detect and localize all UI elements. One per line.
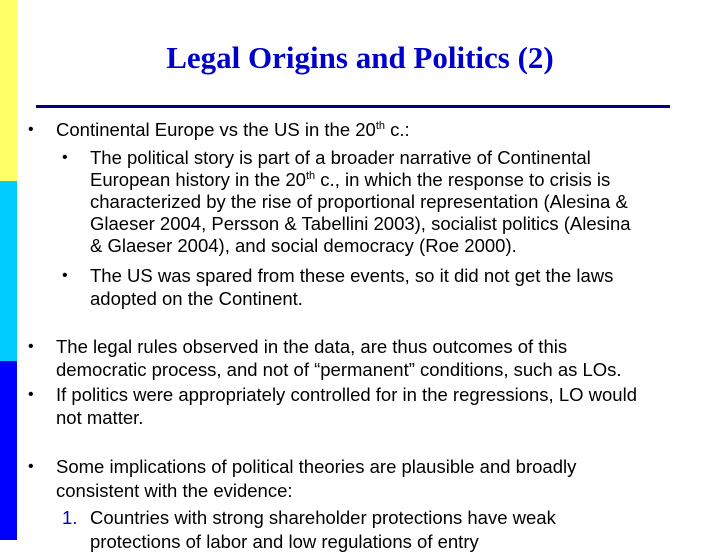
- sub-bullet-political-story-line-2: European history in the 20th c., in which the response to crisis is: [90, 169, 611, 190]
- bullet-marker: •: [28, 338, 34, 355]
- bullet-continental: Continental Europe vs the US in the 20th c.:: [56, 119, 410, 140]
- sub-bullet-marker: •: [62, 267, 68, 284]
- bullet-politics-control-line-1: If politics were appropriately controlled for in the regressions, LO would: [56, 384, 637, 405]
- sub-bullet-political-story-line-1: The political story is part of a broader narrative of Continental: [90, 147, 591, 168]
- bullet-implications-line-1: Some implications of political theories are plausible and broadly: [56, 456, 577, 477]
- sub-bullet-marker: •: [62, 149, 68, 166]
- sub-bullet-political-story-line-5: & Glaeser 2004), and social democracy (Roe 2000).: [90, 235, 517, 256]
- numbered-item-number: 1.: [62, 507, 78, 528]
- bullet-legal-rules-line-2: democratic process, and not of “permanent” conditions, such as LOs.: [56, 359, 622, 380]
- numbered-item-text: Countries with strong shareholder protections have weak: [90, 507, 556, 528]
- bullet-marker: •: [28, 121, 34, 138]
- sub-bullet-political-story-line-3: characterized by the rise of proportional representation (Alesina &: [90, 191, 628, 212]
- sub-bullet-us-spared-line-1: The US was spared from these events, so it did not get the laws: [90, 265, 614, 286]
- bullet-legal-rules-line-1: The legal rules observed in the data, are thus outcomes of this: [56, 336, 568, 357]
- sub-bullet-political-story-line-4: Glaeser 2004, Persson & Tabellini 2003), socialist politics (Alesina: [90, 213, 631, 234]
- slide-title: Legal Origins and Politics (2): [166, 40, 554, 75]
- bullet-marker: •: [28, 458, 34, 475]
- numbered-item-continuation: protections of labor and low regulations of entry: [90, 531, 479, 552]
- bullet-marker: •: [28, 386, 34, 403]
- bullet-politics-control-line-2: not matter.: [56, 407, 144, 428]
- bullet-implications-line-2: consistent with the evidence:: [56, 480, 293, 501]
- sub-bullet-us-spared-line-2: adopted on the Continent.: [90, 288, 303, 309]
